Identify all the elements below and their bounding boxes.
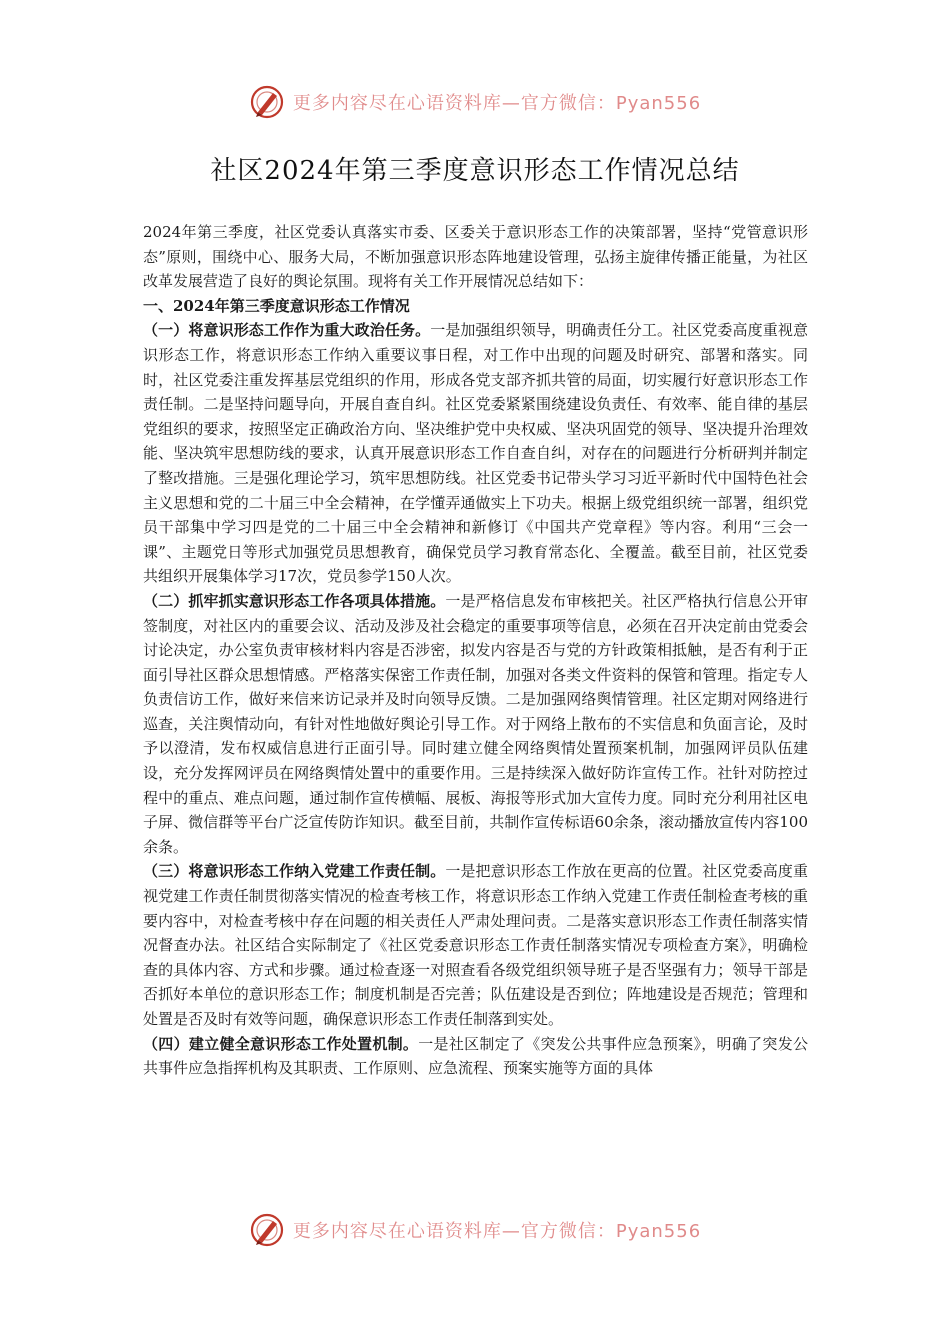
subsection-body: 一是把意识形态工作放在更高的位置。社区党委高度重视党建工作责任制贯彻落实情况的检查考核工作，将意识形态工作纳入党建工作责任制检查考核的重要内容中，对检查考核中存在问题的相关责任人严肃处理问责。二是落实意识形态工作责任制落实情况督查办法。社区结合实际制定了《社区党委意识形态工作责任制落实情况专项检查方案》，明确检查的具体内容、方式和步骤。通过检查逐一对照查看各级党组织领导班子是否坚强有力；领导干部是否抓好本单位的意识形态工作；制度机制是否完善；队伍建设是否到位；阵地建设是否规范；管理和处置是否及时有效等问题，确保意识形态工作责任制落到实处。 [143,862,808,1028]
document-title: 社区2024年第三季度意识形态工作情况总结 [210,156,740,186]
subsection-paragraph-4 [143,1032,808,1081]
watermark-banner-top [0,82,950,122]
subsection-body: 一是加强组织领导，明确责任分工。社区党委高度重视意识形态工作，将意识形态工作纳入重要议事日程，对工作中出现的问题及时研究、部署和落实。同时，社区党委注重发挥基层党组织的作用，形成各党支部齐抓共管的局面，切实履行好意识形态工作责任制。二是坚持问题导向，开展自查自纠。社区党委紧紧围绕建设负责任、有效率、能自律的基层党组织的要求，按照坚定正确政治方向、坚决维护党中央权威、坚决巩固党的领导、坚决提升治理效能、坚决筑牢思想防线的要求，认真开展意识形态工作自查自纠，对存在的问题进行分析研判并制定了整改措施。三是强化理论学习，筑牢思想防线。社区党委书记带头学习习近平新时代中国特色社会主义思想和党的二十届三中全会精神，在学懂弄通做实上下功夫。根据上级党组织统一部署，组织党员干部集中学习四是党的二十届三中全会精神和新修订《中国共产党章程》等内容。利用“三会一课”、主题党日等形式加强党员思想教育，确保党员学习教育常态化、全覆盖。截至目前，社区党委共组织开展集体学习17次，党员参学150人次。 [143,321,808,586]
intro-paragraph: 2024年第三季度，社区党委认真落实市委、区委关于意识形态工作的决策部署，坚持“党管意识形态”原则，围绕中心、服务大局，不断加强意识形态阵地建设管理，弘扬主旋律传播正能量，为社区改革发展营造了良好的舆论氛围。现将有关工作开展情况总结如下： [143,223,808,291]
section-heading: 一、2024年第三季度意识形态工作情况 [143,296,410,315]
pen-logo-icon [249,1212,285,1248]
subsection-lead: （二）抓牢抓实意识形态工作各项具体措施。 [143,591,446,610]
subsection-paragraph-2 [143,589,808,860]
subsection-paragraph-3 [143,859,808,1031]
watermark-text: 更多内容尽在心语资料库—官方微信：Pyan556 [292,1221,702,1242]
watermark-text: 更多内容尽在心语资料库—官方微信：Pyan556 [292,93,702,114]
pen-logo-icon [249,84,285,120]
subsection-body: 一是严格信息发布审核把关。社区严格执行信息公开审签制度，对社区内的重要会议、活动及涉及社会稳定的重要事项等信息，必须在召开决定前由党委会讨论决定，办公室负责审核材料内容是否涉密，拟发内容是否与党的方针政策相抵触，是否有利于正面引导社区群众思想情感。严格落实保密工作责任制，加强对各类文件资料的保管和管理。指定专人负责信访工作，做好来信来访记录并及时向领导反馈。二是加强网络舆情管理。社区定期对网络进行巡查，关注舆情动向，有针对性地做好舆论引导工作。对于网络上散布的不实信息和负面言论，及时予以澄清，发布权威信息进行正面引导。同时建立健全网络舆情处置预案机制，加强网评员队伍建设，充分发挥网评员在网络舆情处置中的重要作用。三是持续深入做好防诈宣传工作。社针对防控过程中的重点、难点问题，通过制作宣传横幅、展板、海报等形式加大宣传力度。同时充分利用社区电子屏、微信群等平台广泛宣传防诈知识。截至目前，共制作宣传标语60余条，滚动播放宣传内容100余条。 [143,591,808,856]
subsection-body: 一是社区制定了《突发公共事件应急预案》，明确了突发公共事件应急指挥机构及其职责、工作原则、应急流程、预案实施等方面的具体 [143,1034,808,1078]
subsection-lead: （三）将意识形态工作纳入党建工作责任制。 [143,862,446,881]
watermark-banner-bottom [0,1210,950,1250]
subsection-lead: （四）建立健全意识形态工作处置机制。 [143,1034,419,1053]
subsection-paragraph-1 [143,318,808,589]
subsection-lead: （一）将意识形态工作作为重大政治任务。 [143,321,431,340]
document-body [143,220,808,1081]
